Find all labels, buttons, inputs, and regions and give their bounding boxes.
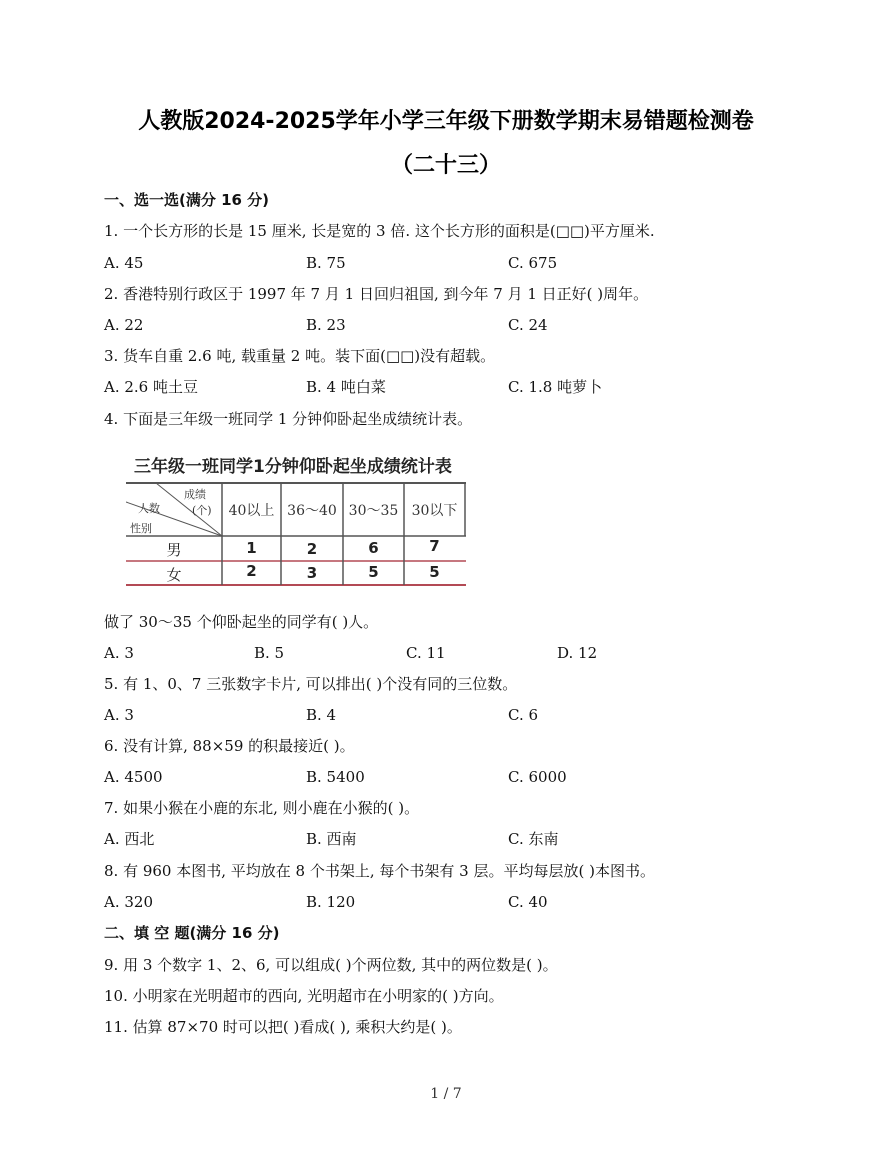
header-cell: 30～35 [348, 503, 399, 519]
table-cell: 7 [429, 537, 440, 555]
question-11: 11. 估算 87×70 时可以把( )看成( ), 乘积大约是( )。 [104, 1018, 462, 1036]
table-cell: 3 [306, 564, 318, 582]
q6-option-b: B. 5400 [306, 768, 365, 786]
q8-option-a: A. 320 [104, 893, 153, 911]
q7-option-c: C. 东南 [508, 830, 559, 848]
header-cell: 30以下 [411, 503, 458, 519]
table-cell: 1 [246, 539, 257, 557]
q1-option-c: C. 675 [508, 254, 558, 272]
row-label-male: 男 [166, 541, 182, 559]
table-cell: 6 [368, 539, 379, 557]
corner-label-unit: (个) [192, 504, 212, 517]
header-cell: 36～40 [287, 503, 337, 519]
question-3: 3. 货车自重 2.6 吨, 载重量 2 吨。装下面(□□)没有超载。 [104, 347, 496, 365]
document-subtitle: （二十三） [390, 153, 501, 178]
question-6: 6. 没有计算, 88×59 的积最接近( )。 [104, 737, 355, 755]
statistics-table [126, 482, 466, 586]
q5-option-a: A. 3 [104, 706, 134, 724]
q5-option-c: C. 6 [508, 706, 539, 724]
document-title: 人教版2024-2025学年小学三年级下册数学期末易错题检测卷 [138, 109, 754, 134]
question-4: 4. 下面是三年级一班同学 1 分钟仰卧起坐成绩统计表。 [104, 410, 473, 428]
question-8: 8. 有 960 本图书, 平均放在 8 个书架上, 每个书架有 3 层。平均每层放( )本图书。 [104, 862, 655, 880]
question-4-prompt: 做了 30～35 个仰卧起坐的同学有( )人。 [104, 613, 379, 631]
page-number: 1 / 7 [430, 1086, 462, 1102]
corner-label-gender: 性别 [130, 522, 152, 535]
corner-label-score: 成绩 [184, 488, 206, 501]
corner-label-people: 人数 [138, 502, 160, 515]
table-cell: 5 [429, 563, 440, 581]
question-7: 7. 如果小猴在小鹿的东北, 则小鹿在小猴的( )。 [104, 799, 420, 817]
question-5: 5. 有 1、0、7 三张数字卡片, 可以排出( )个没有同的三位数。 [104, 675, 518, 693]
q7-option-a: A. 西北 [104, 830, 155, 848]
q4-option-d: D. 12 [557, 644, 598, 662]
header-cell: 40以上 [228, 503, 275, 519]
q3-option-a: A. 2.6 吨土豆 [104, 378, 198, 396]
question-9: 9. 用 3 个数字 1、2、6, 可以组成( )个两位数, 其中的两位数是( )。 [104, 956, 558, 974]
q8-option-b: B. 120 [306, 893, 356, 911]
q4-option-c: C. 11 [406, 644, 446, 662]
q1-option-b: B. 75 [306, 254, 346, 272]
section-heading-2: 二、填 空 题(满分 16 分) [104, 924, 280, 942]
q2-option-c: C. 24 [508, 316, 548, 334]
table-cell: 5 [368, 563, 379, 581]
q2-option-a: A. 22 [104, 316, 144, 334]
q6-option-a: A. 4500 [104, 768, 163, 786]
q7-option-b: B. 西南 [306, 830, 357, 848]
q3-option-b: B. 4 吨白菜 [306, 378, 386, 396]
q3-option-c: C. 1.8 吨萝卜 [508, 378, 603, 396]
row-label-female: 女 [166, 566, 182, 584]
question-10: 10. 小明家在光明超市的西向, 光明超市在小明家的( )方向。 [104, 987, 504, 1005]
q2-option-b: B. 23 [306, 316, 346, 334]
q1-option-a: A. 45 [104, 254, 144, 272]
q4-option-b: B. 5 [254, 644, 285, 662]
q8-option-c: C. 40 [508, 893, 548, 911]
table-cell: 2 [246, 562, 257, 580]
question-2: 2. 香港特别行政区于 1997 年 7 月 1 日回归祖国, 到今年 7 月 1 日正好( )周年。 [104, 285, 649, 303]
q4-option-a: A. 3 [104, 644, 134, 662]
question-1: 1. 一个长方形的长是 15 厘米, 长是宽的 3 倍. 这个长方形的面积是(□□)平方厘米. [104, 222, 655, 240]
q6-option-c: C. 6000 [508, 768, 567, 786]
q5-option-b: B. 4 [306, 706, 337, 724]
table-title: 三年级一班同学1分钟仰卧起坐成绩统计表 [134, 457, 452, 477]
table-cell: 2 [306, 540, 318, 558]
section-heading-1: 一、选一选(满分 16 分) [104, 191, 270, 209]
